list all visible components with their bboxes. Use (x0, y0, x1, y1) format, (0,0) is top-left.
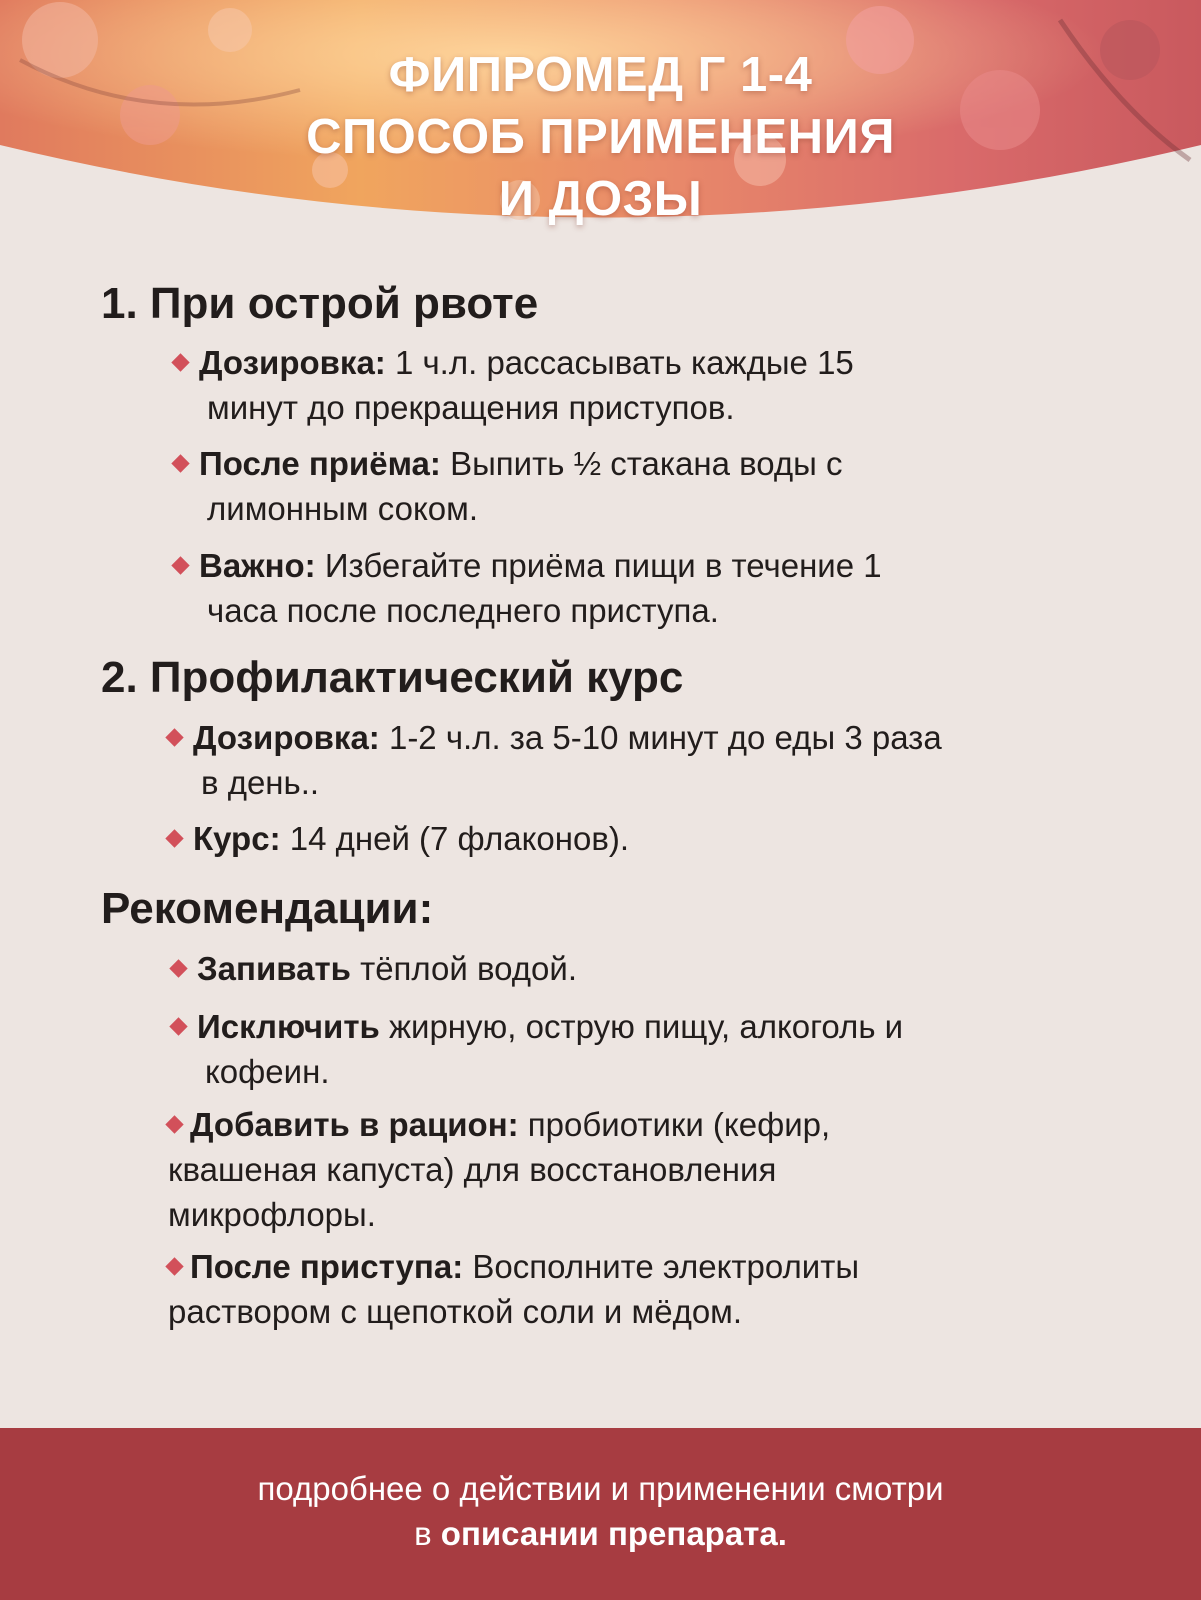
footer-line-1: подробнее о действии и применении смотри (257, 1470, 944, 1507)
list-item-dosage-1: Дозировка: 1 ч.л. рассасывать каждые 15 минут до прекращения приступов. (174, 340, 1134, 430)
diamond-bullet-icon (171, 556, 189, 574)
diamond-bullet-icon (169, 1017, 187, 1035)
diamond-bullet-icon (171, 353, 189, 371)
diamond-bullet-icon (165, 1257, 183, 1275)
list-item-drink: Запивать тёплой водой. (172, 946, 1152, 991)
section-title-acute-vomiting: 1. При острой рвоте (101, 279, 539, 328)
footer-banner (0, 1428, 1201, 1600)
list-item-after-attack: После приступа: Восполните электролиты раствором с щепоткой соли и мёдом. (168, 1244, 1148, 1334)
title-line-2: СПОСОБ ПРИМЕНЕНИЯ (306, 110, 895, 164)
section-title-recommendations: Рекомендации: (101, 884, 434, 933)
list-item-course: Курс: 14 дней (7 флаконов). (168, 816, 1148, 861)
diamond-bullet-icon (165, 728, 183, 746)
title-line-1: ФИПРОМЕД Г 1-4 (388, 48, 813, 102)
footer-link-text: описании препарата. (440, 1515, 787, 1552)
list-item-exclude: Исключить жирную, острую пищу, алкоголь и кофеин. (172, 1004, 1152, 1094)
diamond-bullet-icon (165, 1115, 183, 1133)
page-title (0, 44, 1201, 230)
section-title-prevention-course: 2. Профилактический курс (101, 653, 684, 702)
diamond-bullet-icon (171, 454, 189, 472)
header-banner (0, 0, 1201, 250)
list-item-dosage-2: Дозировка: 1-2 ч.л. за 5-10 минут до еды 3 раза в день.. (168, 715, 1148, 805)
list-item-important: Важно: Избегайте приёма пищи в течение 1 часа после последнего приступа. (174, 543, 1134, 633)
list-item-after-intake: После приёма: Выпить ½ стакана воды с лимонным соком. (174, 441, 1134, 531)
title-line-3: И ДОЗЫ (498, 172, 703, 226)
diamond-bullet-icon (165, 829, 183, 847)
list-item-add-to-diet: Добавить в рацион: пробиотики (кефир, квашеная капуста) для восстановления микрофлоры. (168, 1102, 1148, 1237)
diamond-bullet-icon (169, 959, 187, 977)
footer-line-2: в описании препарата. (414, 1515, 787, 1552)
